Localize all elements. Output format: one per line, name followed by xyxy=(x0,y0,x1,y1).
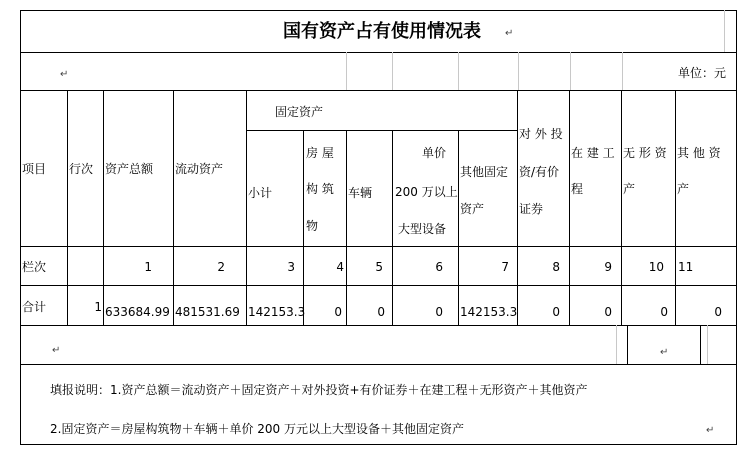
total-value: 0 xyxy=(377,305,385,319)
total-value: 0 xyxy=(552,305,560,319)
header-current-assets: 流动资产 xyxy=(175,162,224,176)
page-title: 国有资产占有使用情况表 xyxy=(283,21,481,42)
total-value: 0 xyxy=(660,305,668,319)
total-value: 0 xyxy=(714,305,722,319)
para-mark: ↵ xyxy=(52,345,61,356)
header-equipment-3: 大型设备 xyxy=(398,222,447,236)
header-fixed-assets: 固定资产 xyxy=(275,105,324,119)
column-number: 1 xyxy=(144,260,152,274)
header-other-assets-2: 产 xyxy=(677,182,690,196)
column-row-label: 栏次 xyxy=(22,260,47,274)
column-number: 5 xyxy=(375,260,383,274)
header-other-assets-1: 其 他 资 xyxy=(677,146,721,160)
total-value: 142153.3 xyxy=(460,305,518,319)
header-other-fixed-1: 其他固定 xyxy=(460,165,509,179)
column-number: 3 xyxy=(287,260,295,274)
header-investment-2: 资/有价 xyxy=(519,165,560,179)
header-equipment-2: 200 万以上 xyxy=(395,185,458,199)
column-number: 10 xyxy=(648,260,664,274)
total-value: 142153.3 xyxy=(248,305,306,319)
column-number: 2 xyxy=(217,260,225,274)
note-line-2: 2.固定资产＝房屋构筑物＋车辆＋单价 200 万元以上大型设备＋其他固定资产 xyxy=(50,422,464,436)
header-construction-2: 程 xyxy=(571,182,584,196)
column-number: 9 xyxy=(604,260,612,274)
total-value: 0 xyxy=(435,305,443,319)
column-number: 8 xyxy=(552,260,560,274)
total-value: 633684.99 xyxy=(105,305,170,319)
total-row-label: 合计 xyxy=(22,300,47,314)
header-buildings-1: 房 屋 xyxy=(306,146,334,160)
para-mark: ↵ xyxy=(505,28,514,39)
header-investment-3: 证券 xyxy=(519,202,544,216)
unit-label: 单位：元 xyxy=(678,66,727,80)
header-buildings-2: 构 筑 xyxy=(306,182,334,196)
column-number: 11 xyxy=(678,260,694,274)
total-value: 0 xyxy=(334,305,342,319)
total-value: 0 xyxy=(604,305,612,319)
total-value: 481531.69 xyxy=(175,305,240,319)
para-mark: ↵ xyxy=(60,69,69,80)
header-construction-1: 在 建 工 xyxy=(571,146,615,160)
total-row-no: 1 xyxy=(94,300,102,314)
header-equipment-1: 单价 xyxy=(422,146,447,160)
header-subtotal: 小计 xyxy=(248,186,273,200)
column-number: 4 xyxy=(336,260,344,274)
column-number: 7 xyxy=(501,260,509,274)
header-vehicles: 车辆 xyxy=(348,186,373,200)
header-other-fixed-2: 资产 xyxy=(460,202,485,216)
para-mark: ↵ xyxy=(706,425,715,436)
header-intangible-1: 无 形 资 xyxy=(623,146,667,160)
para-mark: ↵ xyxy=(660,347,669,358)
header-item: 项目 xyxy=(22,162,47,176)
header-investment-1: 对 外 投 xyxy=(519,127,563,141)
header-buildings-3: 物 xyxy=(306,219,319,233)
note-line-1: 填报说明：1.资产总额＝流动资产＋固定资产＋对外投资+有价证券＋在建工程＋无形资产＋其他资产 xyxy=(50,383,588,397)
header-intangible-2: 产 xyxy=(623,182,636,196)
header-row-no: 行次 xyxy=(69,162,94,176)
column-number: 6 xyxy=(435,260,443,274)
header-total-assets: 资产总额 xyxy=(105,162,154,176)
